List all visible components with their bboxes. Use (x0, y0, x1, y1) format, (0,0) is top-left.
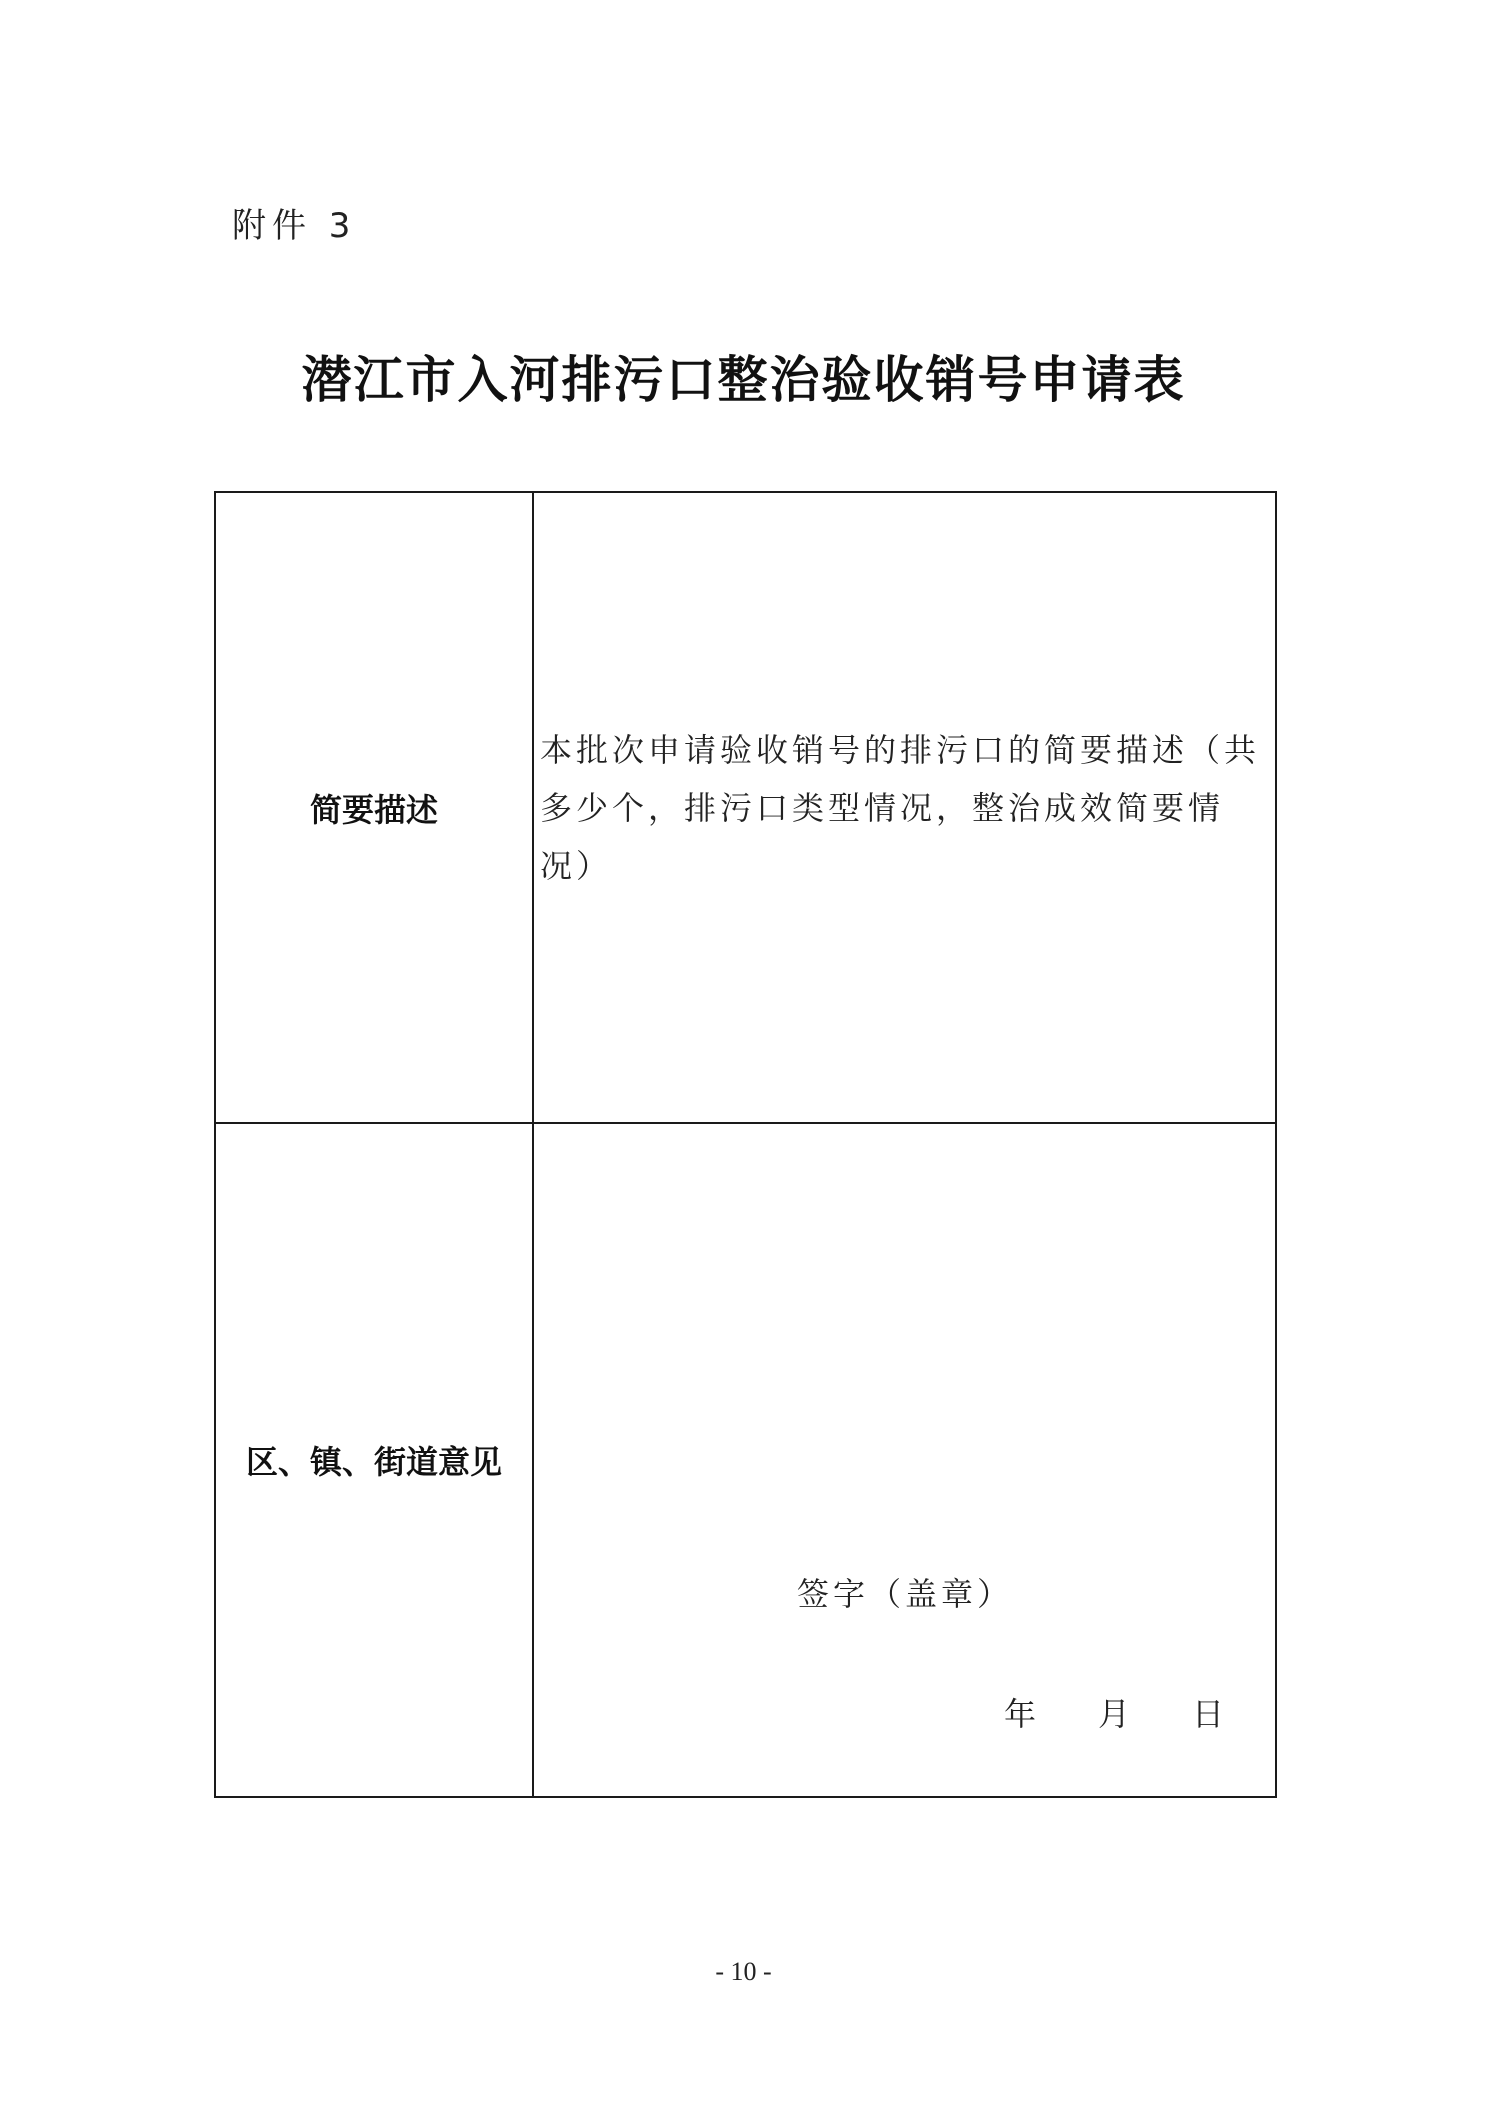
table-row (215, 1123, 1276, 1797)
signature-label: 签字（盖章） (797, 1575, 1014, 1613)
page-title: 潜江市入河排污口整治验收销号申请表 (301, 350, 1186, 409)
description-label: 简要描述 (215, 492, 533, 1123)
attachment-label: 附件 3 (232, 206, 357, 246)
application-form-table (214, 491, 1277, 1798)
description-content: 本批次申请验收销号的排污口的简要描述（共多少个，排污口类型情况，整治成效简要情况） (533, 492, 1276, 1123)
date-line (1004, 1689, 1224, 1735)
opinion-content (533, 1123, 1276, 1797)
date-day: 日 (1192, 1695, 1225, 1733)
date-year: 年 (1004, 1695, 1037, 1733)
opinion-label: 区、镇、街道意见 (215, 1123, 533, 1797)
page-number: - 10 - (715, 1957, 772, 1986)
date-month: 月 (1098, 1695, 1131, 1733)
table-row (215, 492, 1276, 1123)
